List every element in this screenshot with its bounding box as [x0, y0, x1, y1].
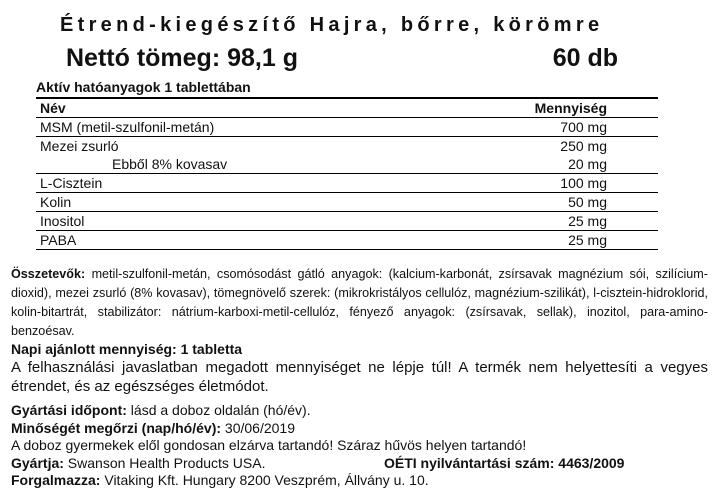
table-row [36, 118, 658, 137]
daily-dose: Napi ajánlott mennyiség: 1 tabletta [11, 341, 243, 357]
table-row [36, 174, 658, 193]
table-header-row [36, 98, 658, 118]
column-header-quantity: Mennyiség [534, 100, 607, 116]
oeti-registration: OÉTI nyilvántartási szám: 4463/2009 [384, 454, 625, 471]
ingredients-text: metil-szulfonil-metán, csomósodást gátló anyagok: (kalcium-karbonát, zsírsavak magnézium sói, szilícium-dioxid), mezei zsurló (8% kovasav), tömegnövelő szerek: (mikrokristályos cellulóz, magnézium-szilikát), l-cisztein-hidroklorid, kolin-bitartrát, stabilizátor: nátrium-karboxi-metil-cellulóz, fényező anyagok: (zsírsavak, sellak), inozitol, para-amino-benzoésav. [11, 267, 708, 338]
distributor-label: Forgalmazza: [11, 472, 101, 488]
distributor-value: Vitaking Kft. Hungary 8200 Veszprém, Állvány u. 10. [100, 472, 429, 488]
ingredients-label: Összetevők: [11, 267, 86, 281]
ingredient-quantity: 700 mg [412, 118, 658, 137]
ingredient-quantity: 20 mg [568, 156, 607, 172]
storage-instructions: A doboz gyermekek elől gondosan elzárva tartandó! Száraz hűvös helyen tartandó! [11, 437, 527, 453]
ingredient-quantity: 250 mg [412, 137, 658, 156]
ingredient-quantity: 25 mg [412, 231, 658, 250]
ingredients-paragraph [11, 265, 708, 341]
production-date [11, 402, 708, 420]
active-ingredients-heading: Aktív hatóanyagok 1 tablettában [36, 79, 251, 95]
manufacturer-line [11, 455, 708, 473]
ingredient-quantity: 50 mg [412, 193, 658, 212]
ingredient-quantity: 25 mg [412, 212, 658, 231]
net-weight: Nettó tömeg: 98,1 g [66, 44, 298, 72]
ingredient-name: Inositol [36, 212, 412, 231]
manufacturer-value: Swanson Health Products USA. [63, 454, 266, 471]
production-value: lásd a doboz oldalán (hó/év). [126, 402, 311, 418]
manufacturer-label: Gyártja: [11, 454, 64, 471]
distributor-line [11, 472, 708, 490]
tablet-count: 60 db [552, 44, 618, 72]
production-label: Gyártási időpont: [11, 402, 127, 418]
best-before-value: 30/06/2019 [221, 419, 295, 436]
ingredient-name: Kolin [36, 193, 412, 212]
ingredient-name: Ebből 8% kovasav [112, 156, 228, 172]
label-body-text [11, 265, 708, 490]
net-weight-row [66, 44, 626, 76]
table-row [36, 137, 658, 156]
ingredient-name: MSM (metil-szulfonil-metán) [36, 118, 412, 137]
column-header-name: Név [40, 100, 66, 116]
table-row-sub [36, 155, 658, 174]
best-before [11, 420, 708, 438]
warning-text: A felhasználási javaslatban megadott mennyiséget ne lépje túl! A termék nem helyettesíti a vegyes étrendet, és az egészséges életmódot. [11, 359, 708, 395]
ingredient-name: L-Cisztein [36, 174, 412, 193]
best-before-label: Minőségét megőrzi (nap/hó/év): [11, 419, 222, 436]
table-row [36, 231, 658, 250]
product-title: Étrend-kiegészítő Hajra, bőrre, körömre [60, 14, 604, 36]
table-row [36, 212, 658, 231]
ingredient-name: Mezei zsurló [36, 137, 412, 156]
table-row [36, 193, 658, 212]
active-ingredients-table [36, 97, 658, 250]
ingredient-quantity: 100 mg [412, 174, 658, 193]
ingredient-name: PABA [36, 231, 412, 250]
